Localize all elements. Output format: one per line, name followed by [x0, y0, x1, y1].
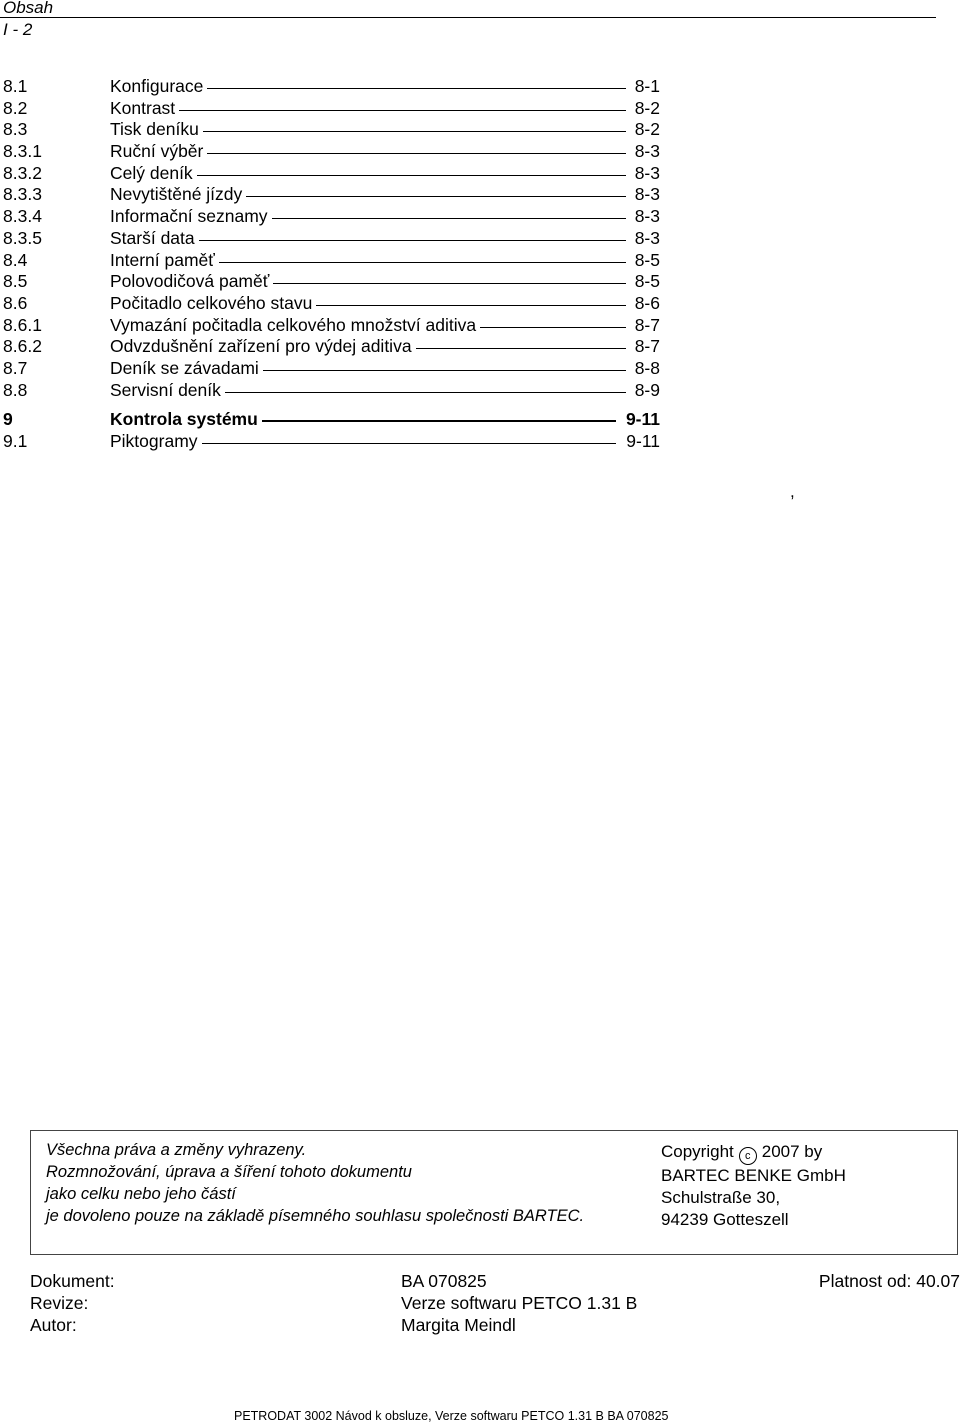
page-footer: PETRODAT 3002 Návod k obsluze, Verze softwaru PETCO 1.31 B BA 070825	[234, 1409, 669, 1423]
toc-number: 8.3.5	[3, 227, 42, 248]
toc-number: 8.8	[3, 379, 28, 400]
toc-title: Servisní deník	[110, 379, 221, 400]
revision-label: Revize:	[30, 1293, 89, 1313]
toc-leader	[246, 196, 626, 197]
toc-page: 9-11	[626, 431, 660, 451]
toc-title: Interní paměť	[110, 249, 215, 270]
document-value: BA 070825	[401, 1271, 487, 1291]
toc-entry[interactable]	[0, 76, 660, 98]
stray-mark: ,	[790, 482, 795, 501]
toc-number: 8.3.1	[3, 141, 42, 162]
toc-number: 8.3	[3, 119, 28, 140]
toc-title: Starší data	[110, 227, 195, 248]
toc-leader	[225, 392, 626, 393]
toc-leader	[316, 305, 626, 306]
toc-entry[interactable]	[0, 98, 660, 120]
page-number: I - 2	[3, 20, 33, 39]
author-value: Margita Meindl	[401, 1315, 516, 1335]
toc-leader	[273, 283, 626, 284]
rights-notice	[46, 1139, 584, 1227]
toc-number: 9	[3, 409, 13, 430]
company-name: BARTEC BENKE GmbH	[661, 1166, 846, 1185]
toc-number: 8.3.3	[3, 184, 42, 205]
toc-number: 8.6.1	[3, 314, 42, 335]
toc-page: 8-3	[634, 206, 660, 227]
rights-line: jako celku nebo jeho částí	[46, 1185, 236, 1203]
toc-entry[interactable]	[0, 206, 660, 228]
toc-leader	[207, 88, 626, 89]
document-meta	[30, 1270, 960, 1336]
toc-title: Tisk deníku	[110, 119, 199, 140]
toc-page: 8-5	[634, 249, 660, 270]
toc-page: 8-2	[634, 119, 660, 140]
toc-title: Informační seznamy	[110, 206, 268, 227]
toc-title: Kontrola systému	[110, 409, 258, 430]
toc-entry[interactable]	[0, 293, 660, 315]
toc-entry[interactable]	[0, 163, 660, 185]
toc-page: 8-3	[634, 162, 660, 183]
toc-title: Polovodičová paměť	[110, 271, 270, 292]
toc-page: 8-9	[634, 379, 660, 400]
toc-leader	[272, 218, 626, 219]
toc-page: 8-3	[634, 227, 660, 248]
toc-leader	[263, 370, 626, 371]
company-street: Schulstraße 30,	[661, 1188, 781, 1207]
toc-page: 8-7	[634, 314, 660, 335]
toc-title: Vymazání počitadla celkového množství aditiva	[110, 314, 477, 335]
document-row	[30, 1270, 960, 1292]
toc-title: Celý deník	[110, 162, 193, 183]
toc-title: Konfigurace	[110, 76, 204, 96]
copyright-icon: c	[739, 1147, 757, 1165]
toc-entry[interactable]	[0, 184, 660, 206]
toc-entry[interactable]	[0, 315, 660, 337]
toc-number: 8.4	[3, 249, 28, 270]
author-label: Autor:	[30, 1315, 77, 1335]
toc-title: Nevytištěné jízdy	[110, 184, 243, 205]
toc-title: Odvzdušnění zařízení pro výdej aditiva	[110, 336, 412, 357]
toc-number: 8.7	[3, 357, 28, 378]
toc-title: Deník se závadami	[110, 357, 259, 378]
copyright-year: 2007 by	[761, 1142, 823, 1161]
rights-line: je dovoleno pouze na základě písemného souhlasu společnosti BARTEC.	[46, 1207, 585, 1225]
company-city: 94239 Gotteszell	[661, 1210, 789, 1229]
toc-title: Kontrast	[110, 97, 176, 118]
copyright-block	[661, 1141, 846, 1231]
toc-leader	[202, 443, 616, 444]
toc-entry[interactable]	[0, 250, 660, 272]
header-rule	[0, 17, 936, 18]
toc-page: 8-8	[634, 357, 660, 378]
toc-leader	[207, 153, 626, 154]
page-header-title: Obsah	[3, 0, 54, 17]
toc-number: 8.6.2	[3, 336, 42, 357]
toc-entry[interactable]	[0, 228, 660, 250]
toc-title: Piktogramy	[110, 431, 198, 451]
toc-number: 8.6	[3, 292, 28, 313]
toc-number: 8.1	[3, 76, 28, 96]
toc-number: 8.3.2	[3, 162, 42, 183]
toc-page: 8-3	[634, 141, 660, 162]
toc-leader	[179, 110, 626, 111]
document-label: Dokument:	[30, 1271, 115, 1291]
validity-text: Platnost od: 40.07	[818, 1271, 960, 1291]
revision-row	[30, 1292, 960, 1314]
toc-leader	[416, 348, 626, 349]
revision-value: Verze softwaru PETCO 1.31 B	[401, 1293, 638, 1313]
toc-page: 8-6	[634, 292, 660, 313]
toc-title: Ruční výběr	[110, 141, 204, 162]
toc-leader	[219, 262, 626, 263]
toc-number: 9.1	[3, 431, 28, 451]
copyright-line	[661, 1141, 846, 1165]
toc-page: 8-1	[634, 76, 660, 96]
toc-title: Počitadlo celkového stavu	[110, 292, 313, 313]
toc-leader	[197, 175, 626, 176]
toc-number: 8.2	[3, 97, 28, 118]
toc-entry[interactable]	[0, 119, 660, 141]
toc-entry[interactable]	[0, 336, 660, 358]
toc-chapter-entry[interactable]	[0, 409, 660, 431]
toc-entry[interactable]	[0, 141, 660, 163]
toc-page: 8-5	[634, 271, 660, 292]
toc-entry[interactable]	[0, 271, 660, 293]
rights-line: Rozmnožování, úprava a šíření tohoto dokumentu	[46, 1163, 412, 1181]
toc-leader	[203, 131, 626, 132]
toc-page: 8-7	[634, 336, 660, 357]
rights-line: Všechna práva a změny vyhrazeny.	[46, 1141, 307, 1159]
toc-entry[interactable]	[0, 431, 660, 453]
toc-number: 8.3.4	[3, 206, 42, 227]
toc-leader	[199, 240, 626, 241]
copyright-prefix: Copyright	[661, 1142, 734, 1161]
table-of-contents	[0, 76, 660, 453]
toc-entry[interactable]	[0, 358, 660, 380]
toc-entry[interactable]	[0, 380, 660, 402]
legal-notice-box	[30, 1130, 958, 1255]
toc-leader	[480, 327, 626, 328]
author-row	[30, 1314, 960, 1336]
toc-page: 8-3	[634, 184, 660, 205]
toc-leader	[262, 420, 616, 422]
toc-page: 8-2	[634, 97, 660, 118]
toc-page: 9-11	[625, 409, 660, 430]
toc-number: 8.5	[3, 271, 28, 292]
